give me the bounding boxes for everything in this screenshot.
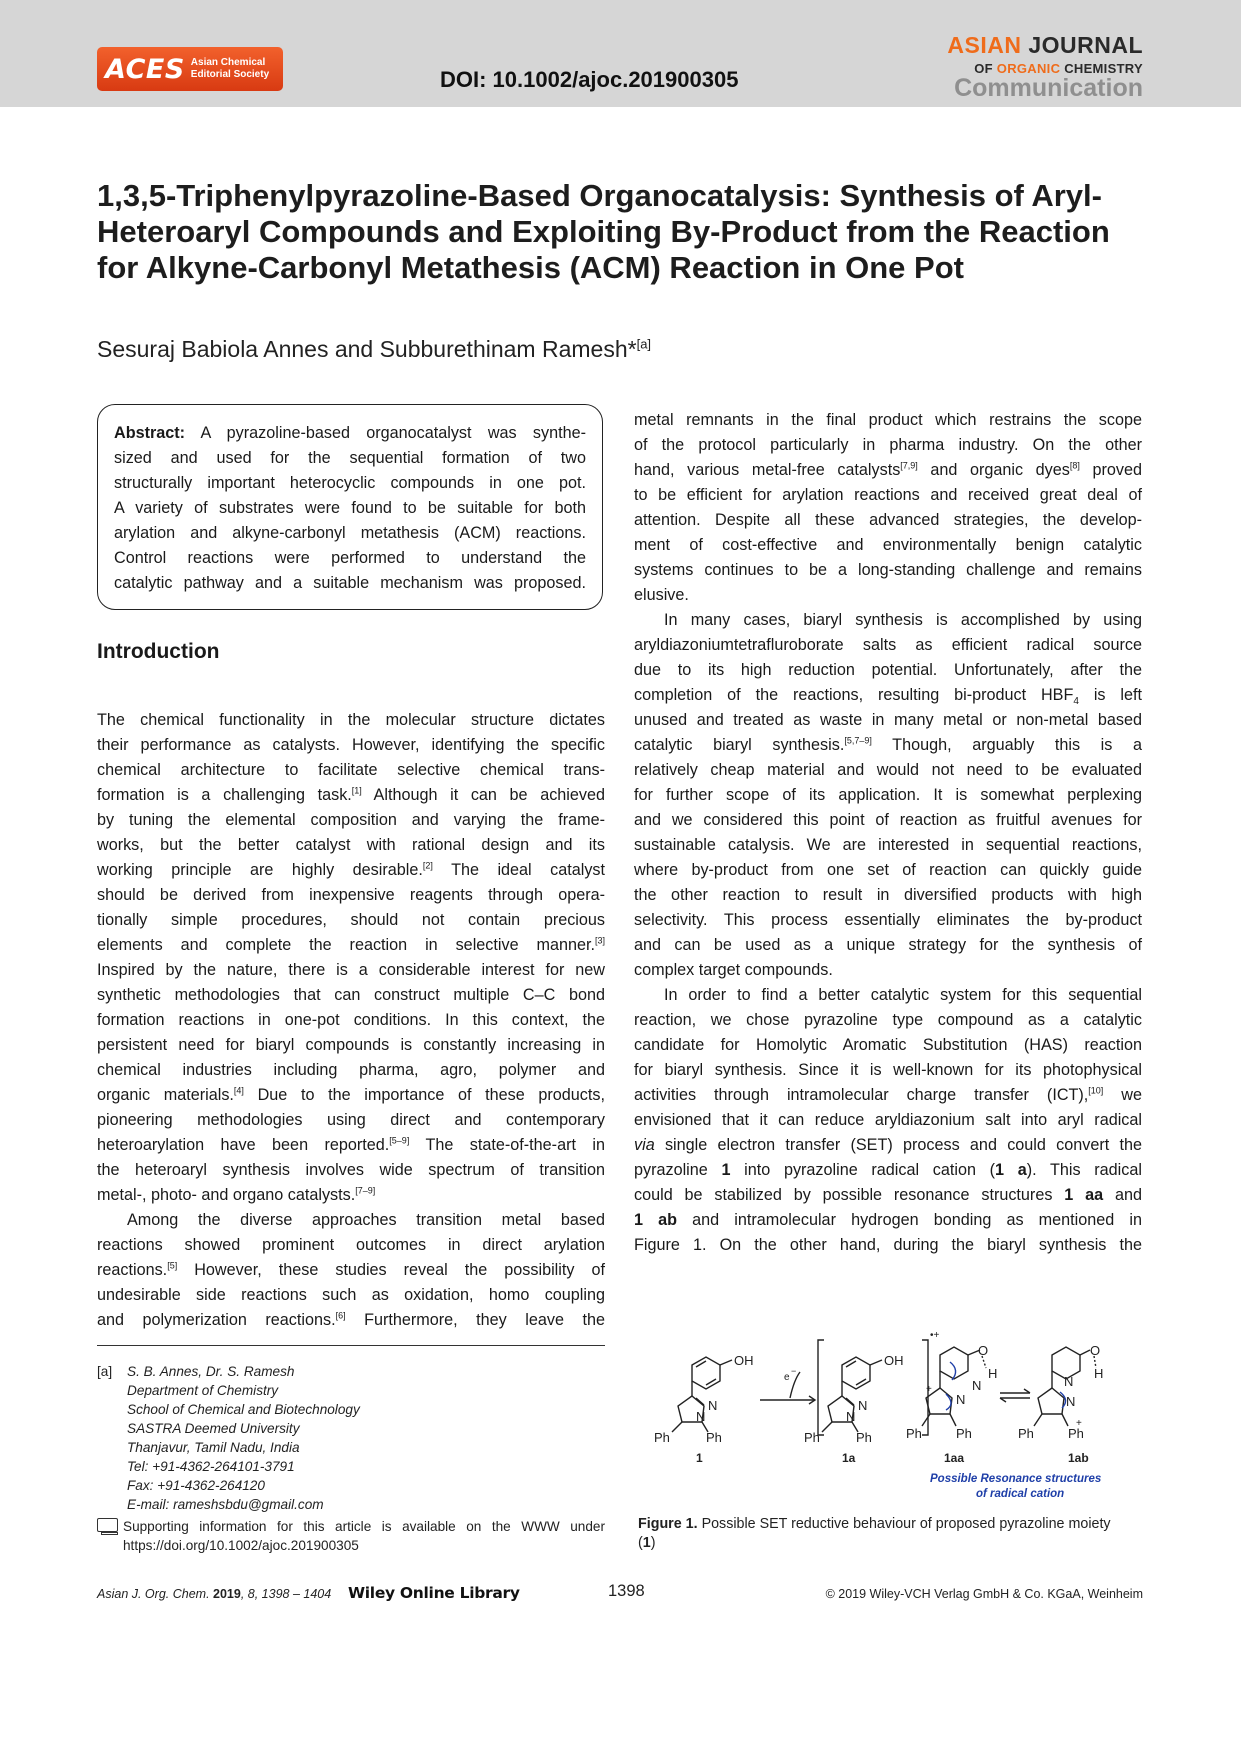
author-names: Sesuraj Babiola Annes and Subburethinam Ramesh* bbox=[97, 336, 637, 362]
text-segment: heteroarylation have been reported. bbox=[97, 1136, 390, 1154]
abstract-line bbox=[114, 421, 586, 446]
text-line bbox=[634, 733, 1142, 758]
text-line: Inspired by the nature, there is a considerable interest for new bbox=[97, 961, 605, 979]
resonance-caption-line2: of radical cation bbox=[976, 1488, 1065, 1500]
affiliation-line: Fax: +91-4362-264120 bbox=[127, 1478, 265, 1493]
compound-ref: 1 aa bbox=[1064, 1186, 1104, 1204]
journal-journal: JOURNAL bbox=[1021, 32, 1143, 58]
text-line bbox=[634, 683, 1142, 708]
page-number: 1398 bbox=[608, 1582, 645, 1600]
n-label: N bbox=[1066, 1394, 1076, 1409]
journal-name-line1 bbox=[947, 32, 1143, 59]
compound-ref: 1 a bbox=[995, 1161, 1027, 1179]
aces-logo bbox=[97, 47, 283, 91]
resonance-caption-line1: Possible Resonance structures bbox=[930, 1473, 1102, 1485]
affiliation-block bbox=[97, 1362, 360, 1514]
text-line bbox=[634, 1133, 1142, 1158]
affiliation-line: Tel: +91-4362-264101-3791 bbox=[127, 1459, 295, 1474]
abstract-line: Control reactions were performed to understand the bbox=[114, 549, 586, 567]
radical-cation-mark: •+ bbox=[930, 1330, 940, 1341]
citation: [4] bbox=[233, 1085, 244, 1096]
aces-society-line1: Asian Chemical bbox=[190, 57, 266, 68]
affiliation-authors: S. B. Annes, Dr. S. Ramesh bbox=[127, 1364, 295, 1379]
text-line: In order to find a better catalytic system for this sequential bbox=[664, 986, 1142, 1004]
abstract-label: Abstract: bbox=[114, 424, 186, 442]
text-line: tionally simple procedures, should not contain precious bbox=[97, 911, 605, 929]
h-label: H bbox=[1094, 1366, 1104, 1381]
text-line: complex target compounds. bbox=[634, 961, 833, 979]
text-line bbox=[97, 1133, 605, 1158]
compound-ref: 1 bbox=[721, 1161, 731, 1179]
o-label: O bbox=[1090, 1343, 1101, 1358]
text-segment: elements and complete the reaction in selective manner. bbox=[97, 936, 595, 954]
text-line: should be derived from inexpensive reagents through opera- bbox=[97, 886, 605, 904]
ph-label: Ph bbox=[654, 1430, 670, 1445]
text-segment: formation is a challenging task. bbox=[97, 786, 352, 804]
n-label: N bbox=[846, 1409, 856, 1424]
text-line: candidate for Homolytic Aromatic Substitution (HAS) reaction bbox=[634, 1036, 1142, 1054]
supporting-info bbox=[97, 1517, 605, 1555]
text-line: due to its high reduction potential. Unfortunately, after the bbox=[634, 661, 1142, 679]
text-line: for further scope of its application. It is somewhat perplexing bbox=[634, 786, 1142, 804]
journal-of: OF bbox=[974, 61, 997, 76]
text-segment: ). This radical bbox=[1026, 1161, 1142, 1179]
h-label: H bbox=[988, 1366, 998, 1381]
copyright: © 2019 Wiley-VCH Verlag GmbH & Co. KGaA, Weinheim bbox=[825, 1587, 1143, 1601]
text-segment: we bbox=[1103, 1086, 1142, 1104]
text-segment: hand, various metal-free catalysts bbox=[634, 461, 901, 479]
footer-citation bbox=[97, 1587, 331, 1601]
ph-label: Ph bbox=[856, 1430, 872, 1445]
text-segment: catalytic biaryl synthesis. bbox=[634, 736, 845, 754]
text-line: attention. Despite all these advanced strategies, the develop- bbox=[634, 511, 1142, 529]
text-segment: proved bbox=[1079, 461, 1142, 479]
text-line: unused and treated as waste in many metal or non-metal based bbox=[634, 711, 1142, 729]
section-heading-introduction: Introduction bbox=[97, 640, 220, 663]
abstract-line: arylation and alkyne-carbonyl metathesis (ACM) reactions. bbox=[114, 524, 586, 542]
ph-label: Ph bbox=[906, 1426, 922, 1441]
text-line bbox=[97, 1308, 605, 1333]
text-line: and we considered this point of reaction as fruitful avenues for bbox=[634, 811, 1142, 829]
ph-label: Ph bbox=[956, 1426, 972, 1441]
text-line: Figure 1. On the other hand, during the biaryl synthesis the bbox=[634, 1236, 1142, 1254]
text-line: their performance as catalysts. However, identifying the specific bbox=[97, 736, 605, 754]
figure-caption-text: Possible SET reductive behaviour of proposed pyrazoline moiety bbox=[697, 1516, 1111, 1532]
affiliation-line: Department of Chemistry bbox=[127, 1383, 279, 1398]
supporting-info-text bbox=[123, 1517, 605, 1555]
affiliation-divider bbox=[97, 1345, 605, 1346]
text-line bbox=[634, 1083, 1142, 1108]
figure-caption-paren: ( bbox=[638, 1535, 643, 1551]
supporting-info-link[interactable]: https://doi.org/10.1002/ajoc.201900305 bbox=[123, 1538, 359, 1553]
compound-label-1ab: 1ab bbox=[1068, 1451, 1089, 1465]
text-line bbox=[97, 858, 605, 883]
affiliation-email[interactable]: E-mail: rameshsbdu@gmail.com bbox=[127, 1497, 324, 1512]
text-line bbox=[634, 1183, 1142, 1208]
n-label: N bbox=[708, 1398, 718, 1413]
ph-label: Ph bbox=[1068, 1426, 1084, 1441]
journal-asian: ASIAN bbox=[947, 32, 1022, 58]
text-segment: Though, arguably this is a bbox=[871, 736, 1142, 754]
text-segment: single electron transfer (SET) process and could convert the bbox=[654, 1136, 1142, 1154]
citation: [7–9] bbox=[355, 1185, 376, 1196]
doi: DOI: 10.1002/ajoc.201900305 bbox=[440, 67, 739, 92]
n-label: N bbox=[956, 1392, 966, 1407]
citation: [3] bbox=[594, 935, 605, 946]
text-segment: Although it can be achieved bbox=[361, 786, 605, 804]
citation: [8] bbox=[1069, 460, 1080, 471]
text-segment: organic materials. bbox=[97, 1086, 234, 1104]
text-line: envisioned that it can reduce aryldiazonium salt into aryl radical bbox=[634, 1111, 1142, 1129]
wiley-online-library-logo[interactable]: Wiley Online Library bbox=[348, 1584, 520, 1602]
text-line: synthetic methodologies that can construct multiple C–C bond bbox=[97, 986, 605, 1004]
text-line: and can be used as a unique strategy for the synthesis of bbox=[634, 936, 1142, 954]
text-line: the other reaction to result in diversified products with high bbox=[634, 886, 1142, 904]
aces-society-line2: Editorial Society bbox=[190, 69, 270, 80]
citation: [5] bbox=[167, 1260, 178, 1271]
left-column-body bbox=[97, 708, 605, 1333]
text-line: by tuning the elemental composition and varying the frame- bbox=[97, 811, 605, 829]
text-segment: activities through intramolecular charge transfer (ICT), bbox=[634, 1086, 1089, 1104]
text-segment: into pyrazoline radical cation ( bbox=[730, 1161, 996, 1179]
article-type: Communication bbox=[954, 74, 1143, 102]
text-line bbox=[97, 783, 605, 808]
oh-label: OH bbox=[884, 1353, 904, 1368]
authors bbox=[97, 336, 651, 363]
citation: [1] bbox=[351, 785, 362, 796]
compound-label-1a: 1a bbox=[842, 1451, 856, 1465]
text-segment: could be stabilized by possible resonance structures bbox=[634, 1186, 1065, 1204]
footer-volume-pages: , 8, 1398 – 1404 bbox=[240, 1587, 332, 1601]
electron-label: e bbox=[784, 1372, 790, 1383]
text-line: chemical industries including pharma, agro, polymer and bbox=[97, 1061, 605, 1079]
text-line: for biaryl synthesis. Since it is well-known for its photophysical bbox=[634, 1061, 1142, 1079]
text-line: The chemical functionality in the molecular structure dictates bbox=[97, 711, 605, 729]
text-segment: Due to the importance of these products, bbox=[243, 1086, 605, 1104]
text-line: chemical architecture to facilitate selective chemical trans- bbox=[97, 761, 605, 779]
ph-label: Ph bbox=[706, 1430, 722, 1445]
text-line bbox=[97, 1083, 605, 1108]
text-line: works, but the better catalyst with rational design and its bbox=[97, 836, 605, 854]
text-segment: is left bbox=[1078, 686, 1142, 704]
abstract-line: sized and used for the sequential formation of two bbox=[114, 449, 586, 467]
n-label: N bbox=[858, 1398, 868, 1413]
text-line: where by-product from one set of reaction can quickly guide bbox=[634, 861, 1142, 879]
plus-mark: + bbox=[926, 1384, 932, 1395]
supporting-info-line: Supporting information for this article is available on the WWW under bbox=[123, 1519, 605, 1534]
abstract-text bbox=[114, 421, 586, 596]
text-segment: The state-of-the-art in bbox=[409, 1136, 605, 1154]
electron-minus: − bbox=[791, 1366, 797, 1376]
text-line: systems continues to be a long-standing challenge and remains bbox=[634, 561, 1142, 579]
footer-year: 2019 bbox=[213, 1587, 241, 1601]
text-line: sustainable catalysis. We are interested in sequential reactions, bbox=[634, 836, 1142, 854]
author-affil-mark: [a] bbox=[636, 336, 652, 352]
text-line: persistent need for biaryl compounds is constantly increasing in bbox=[97, 1036, 605, 1054]
text-segment: and intramolecular hydrogen bonding as mentioned in bbox=[677, 1211, 1142, 1229]
citation: [7,9] bbox=[900, 460, 918, 471]
journal-organic: ORGANIC bbox=[996, 61, 1061, 76]
aces-logo-word: ACES bbox=[105, 53, 185, 85]
text-segment: reactions. bbox=[97, 1261, 168, 1279]
computer-icon bbox=[97, 1518, 118, 1532]
text-segment: The ideal catalyst bbox=[432, 861, 606, 879]
footer-journal-name: Asian J. Org. Chem. bbox=[97, 1587, 210, 1601]
ph-label: Ph bbox=[1018, 1426, 1034, 1441]
text-line: elusive. bbox=[634, 586, 689, 604]
subscript: 4 bbox=[1073, 696, 1079, 708]
figure-1-scheme bbox=[654, 1310, 1150, 1510]
text-line: pioneering methodologies using direct and contemporary bbox=[97, 1111, 605, 1129]
text-segment: However, these studies reveal the possibility of bbox=[177, 1261, 605, 1279]
text-line: aryldiazoniumtetrafluroborate salts as efficient radical source bbox=[634, 636, 1142, 654]
text-line: undesirable side reactions such as oxidation, homo coupling bbox=[97, 1286, 605, 1304]
affiliation-tag: [a] bbox=[97, 1364, 113, 1379]
figure-caption-label: Figure 1. bbox=[638, 1516, 698, 1532]
abstract-line: catalytic pathway and a suitable mechanism was proposed. bbox=[114, 574, 586, 592]
text-line bbox=[97, 1183, 605, 1208]
text-line: reactions showed prominent outcomes in direct arylation bbox=[97, 1236, 605, 1254]
n-label: N bbox=[1064, 1374, 1074, 1389]
bracket-left bbox=[818, 1340, 824, 1435]
text-line: selectivity. This process essentially eliminates the by-product bbox=[634, 911, 1142, 929]
text-segment-italic: via bbox=[634, 1136, 655, 1154]
ph-label: Ph bbox=[804, 1430, 820, 1445]
abstract-line-text: A pyrazoline-based organocatalyst was synthe- bbox=[200, 424, 586, 442]
affiliation-line: SASTRA Deemed University bbox=[127, 1421, 300, 1436]
text-line: to be efficient for arylation reactions and received great deal of bbox=[634, 486, 1142, 504]
compound-ref: 1 ab bbox=[634, 1211, 678, 1229]
citation: [6] bbox=[335, 1310, 346, 1321]
abstract-line: structurally important heterocyclic compounds in one pot. bbox=[114, 474, 586, 492]
abstract-box bbox=[97, 404, 603, 610]
figure-caption-compound: 1 bbox=[642, 1535, 651, 1551]
text-line bbox=[97, 1258, 605, 1283]
aces-society-name bbox=[191, 57, 269, 81]
affiliation-line: Thanjavur, Tamil Nadu, India bbox=[127, 1440, 300, 1455]
text-line: ment of cost-effective and environmentally benign catalytic bbox=[634, 536, 1142, 554]
abstract-line: A variety of substrates were found to be suitable for both bbox=[114, 499, 586, 517]
citation: [5–9] bbox=[389, 1135, 410, 1146]
text-segment: pyrazoline bbox=[634, 1161, 722, 1179]
compound-label-1: 1 bbox=[696, 1451, 703, 1465]
text-segment: metal-, photo- and organo catalysts. bbox=[97, 1186, 356, 1204]
text-line bbox=[634, 458, 1142, 483]
article-title: 1,3,5-Triphenylpyrazoline-Based Organocatalysis: Synthesis of Aryl-Heteroaryl Compounds and Exploiting By-Product from the Reaction for Alkyne-Carbonyl Metathesis (ACM) Reaction in One Pot bbox=[97, 178, 1110, 285]
n-label: N bbox=[972, 1378, 982, 1393]
affiliation-line bbox=[97, 1362, 360, 1381]
figure-caption-paren: ) bbox=[650, 1535, 656, 1551]
citation: [10] bbox=[1088, 1085, 1104, 1096]
text-line: Among the diverse approaches transition metal based bbox=[127, 1211, 605, 1229]
text-line: relatively cheap material and would not need to be evaluated bbox=[634, 761, 1142, 779]
text-segment: Furthermore, they leave the bbox=[345, 1311, 605, 1329]
o-label: O bbox=[978, 1343, 989, 1358]
citation: [5,7–9] bbox=[844, 735, 872, 746]
text-segment: working principle are highly desirable. bbox=[97, 861, 423, 879]
citation: [2] bbox=[422, 860, 433, 871]
header-band bbox=[0, 0, 1241, 107]
text-line: reaction, we chose pyrazoline type compound as a catalytic bbox=[634, 1011, 1142, 1029]
text-line: In many cases, biaryl synthesis is accomplished by using bbox=[664, 611, 1142, 629]
text-segment: and bbox=[1103, 1186, 1142, 1204]
text-line: formation reactions in one-pot conditions. In this context, the bbox=[97, 1011, 605, 1029]
journal-chemistry: CHEMISTRY bbox=[1060, 61, 1143, 76]
right-column-body bbox=[634, 408, 1142, 1258]
text-segment: completion of the reactions, resulting bi-product HBF bbox=[634, 686, 1074, 704]
text-line bbox=[634, 1208, 1142, 1233]
n-label: N bbox=[696, 1409, 706, 1424]
text-segment: and polymerization reactions. bbox=[97, 1311, 336, 1329]
text-line: metal remnants in the final product which restrains the scope bbox=[634, 411, 1142, 429]
text-line: the heteroaryl synthesis involves wide spectrum of transition bbox=[97, 1161, 605, 1179]
text-line bbox=[634, 1158, 1142, 1183]
compound-label-1aa: 1aa bbox=[944, 1451, 965, 1465]
oh-label: OH bbox=[734, 1353, 754, 1368]
affiliation-line: School of Chemical and Biotechnology bbox=[127, 1402, 360, 1417]
plus-mark: + bbox=[1076, 1418, 1082, 1429]
text-line bbox=[97, 933, 605, 958]
figure-caption bbox=[638, 1515, 1138, 1553]
text-segment: and organic dyes bbox=[917, 461, 1070, 479]
text-line: of the protocol particularly in pharma industry. On the other bbox=[634, 436, 1142, 454]
